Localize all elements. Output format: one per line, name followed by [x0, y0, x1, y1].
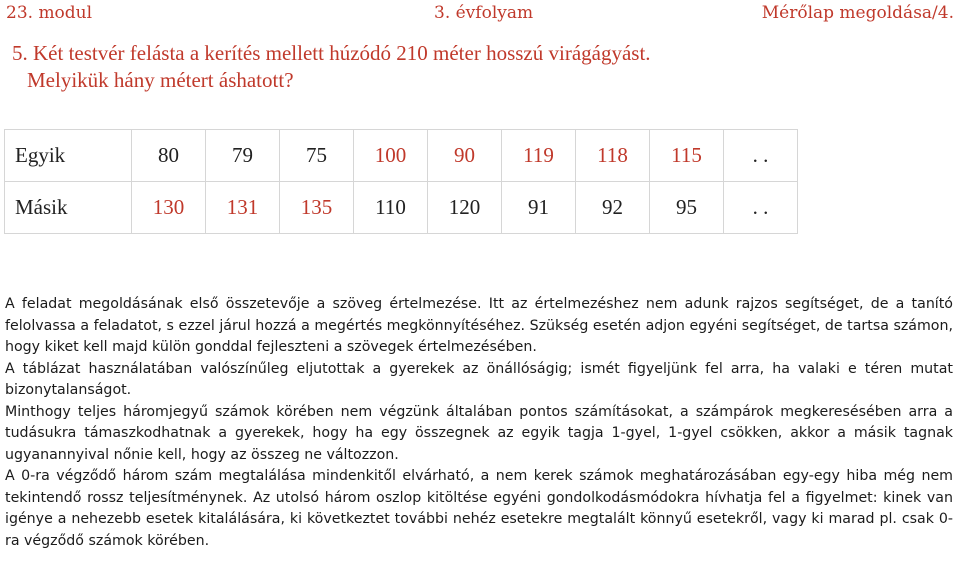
commentary-paragraph: A 0-ra végződő három szám megtalálása mindenkitől elvárható, a nem kerek számok meghatározásában egy-egy hiba még nem tekintendő rossz teljesítménynek. Az utolsó három oszlop kitöltése egyéni gondolkodásmódokra hívhatja fel a figyelmet: kinek van igénye a nehezebb esetek kitalálására, ki következtet további nehéz esetekre megtalált könnyű esetekről, vagy ki marad pl. csak 0-ra végződő számok körében.: [5, 468, 953, 549]
module-label: 23. modul: [6, 3, 93, 23]
commentary-paragraph: A táblázat használatában valószínűleg eljutottak a gyerekek az önállóságig; ismét figyeljünk fel arra, ha valaki e téren mutat bizonytalanságot.: [5, 360, 953, 398]
table-row: [5, 182, 798, 234]
row-label: Másik: [5, 182, 132, 234]
commentary-paragraph: Minthogy teljes háromjegyű számok körében nem végzünk általában pontos számításokat, a számpárok megkeresésében arra a tudásukra támaszkodhatnak a gyerekek, hogy ha egy összegnek az egyik tagja 1-gyel, 1-gyel csökken, akkor a másik tagnak ugyanannyival nőnie kell, hogy az összeg ne változzon.: [5, 403, 953, 463]
table-cell: 92: [576, 182, 650, 234]
table-cell: . .: [724, 130, 798, 182]
table-cell: 79: [206, 130, 280, 182]
table-cell: 115: [650, 130, 724, 182]
commentary: [5, 294, 953, 552]
table-cell: 75: [280, 130, 354, 182]
table-cell: 131: [206, 182, 280, 234]
commentary-paragraph: A feladat megoldásának első összetevője a szöveg értelmezése. Itt az értelmezéshez nem adunk rajzos segítséget, de a tanító felolvassa a feladatot, s ezzel járul hozzá a megértés megkönnyítéséhez. Szükség esetén adjon egyéni segítséget, de tartsa számon, hogy kiket kell majd külön gonddal fejleszteni a szövegek értelmezésében.: [5, 296, 953, 355]
page-header: [0, 0, 960, 26]
row-label: Egyik: [5, 130, 132, 182]
table-cell: 119: [502, 130, 576, 182]
table-row: [5, 130, 798, 182]
solution-table: [4, 129, 798, 234]
table-cell: 118: [576, 130, 650, 182]
table-cell: 90: [428, 130, 502, 182]
table-cell: 80: [132, 130, 206, 182]
table-cell: 110: [354, 182, 428, 234]
task-line-2: Melyikük hány métert áshatott?: [27, 68, 294, 92]
table-cell: 120: [428, 182, 502, 234]
task-statement: [12, 40, 942, 94]
table-cell: 135: [280, 182, 354, 234]
table-cell: 130: [132, 182, 206, 234]
grade-label: 3. évfolyam: [434, 3, 534, 23]
page-label: Mérőlap megoldása/4.: [761, 3, 954, 23]
table-cell: 95: [650, 182, 724, 234]
table-cell: . .: [724, 182, 798, 234]
task-line-1: 5. Két testvér felásta a kerítés mellett húzódó 210 méter hosszú virágágyást.: [12, 41, 651, 65]
table-cell: 100: [354, 130, 428, 182]
table-cell: 91: [502, 182, 576, 234]
